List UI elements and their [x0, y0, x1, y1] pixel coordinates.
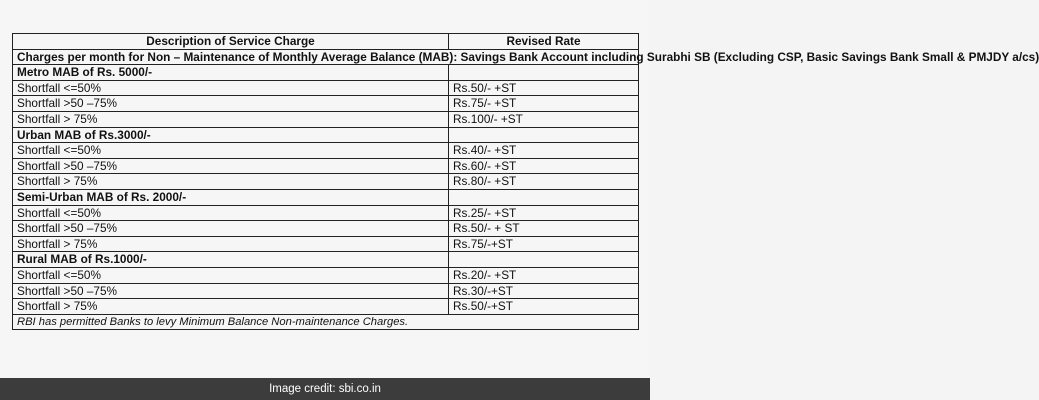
section-rate-empty [449, 65, 639, 81]
shortfall-cell: Shortfall <=50% [13, 267, 449, 283]
service-charge-table [12, 33, 1039, 330]
section-title-rural: Rural MAB of Rs.1000/- [13, 252, 449, 268]
rate-cell: Rs.40/- +ST [449, 143, 639, 159]
footnote-row [13, 314, 639, 330]
table-row [13, 143, 639, 159]
shortfall-cell: Shortfall <=50% [13, 80, 449, 96]
shortfall-cell: Shortfall > 75% [13, 236, 449, 252]
rate-cell: Rs.50/-+ST [449, 299, 639, 315]
table-row [13, 267, 639, 283]
rate-cell: Rs.50/- + ST [449, 221, 639, 237]
table-row [13, 111, 639, 127]
rate-cell: Rs.75/-+ST [449, 236, 639, 252]
section-title-metro: Metro MAB of Rs. 5000/- [13, 65, 449, 81]
table-row [13, 205, 639, 221]
section-rate-empty [449, 252, 639, 268]
table-row [13, 174, 639, 190]
section-title-semi-urban: Semi-Urban MAB of Rs. 2000/- [13, 189, 449, 205]
table-row [13, 299, 639, 315]
section-row [13, 127, 639, 143]
section-title-urban: Urban MAB of Rs.3000/- [13, 127, 449, 143]
shortfall-cell: Shortfall <=50% [13, 205, 449, 221]
section-row [13, 189, 639, 205]
rate-cell: Rs.60/- +ST [449, 158, 639, 174]
rate-cell: Rs.50/- +ST [449, 80, 639, 96]
section-row [13, 252, 639, 268]
section-rate-empty [449, 189, 639, 205]
table-row [13, 283, 639, 299]
rate-cell: Rs.100/- +ST [449, 111, 639, 127]
intro-text: Charges per month for Non – Maintenance of Monthly Average Balance (MAB): Savings Bank Account including Surabhi SB (Excluding CSP, Basic Savings Bank Small & PMJDY a/cs) [13, 49, 639, 65]
section-rate-empty [449, 127, 639, 143]
table-row [13, 236, 639, 252]
shortfall-cell: Shortfall > 75% [13, 111, 449, 127]
shortfall-cell: Shortfall > 75% [13, 174, 449, 190]
header-revised-rate: Revised Rate [449, 34, 639, 50]
footnote-text: RBI has permitted Banks to levy Minimum Balance Non-maintenance Charges. [13, 314, 639, 330]
table-row [13, 221, 639, 237]
shortfall-cell: Shortfall > 75% [13, 299, 449, 315]
table-row [13, 96, 639, 112]
table-header-row [13, 34, 639, 50]
shortfall-cell: Shortfall >50 –75% [13, 221, 449, 237]
table-row [13, 158, 639, 174]
shortfall-cell: Shortfall >50 –75% [13, 96, 449, 112]
rate-cell: Rs.20/- +ST [449, 267, 639, 283]
shortfall-cell: Shortfall >50 –75% [13, 283, 449, 299]
rate-cell: Rs.25/- +ST [449, 205, 639, 221]
table-row [13, 80, 639, 96]
intro-row [13, 49, 639, 65]
rate-cell: Rs.75/- +ST [449, 96, 639, 112]
section-row [13, 65, 639, 81]
rate-cell: Rs.30/-+ST [449, 283, 639, 299]
shortfall-cell: Shortfall >50 –75% [13, 158, 449, 174]
image-credit-bar [0, 378, 650, 400]
header-description: Description of Service Charge [13, 34, 449, 50]
rate-cell: Rs.80/- +ST [449, 174, 639, 190]
shortfall-cell: Shortfall <=50% [13, 143, 449, 159]
image-credit-text: Image credit: sbi.co.in [269, 383, 381, 395]
